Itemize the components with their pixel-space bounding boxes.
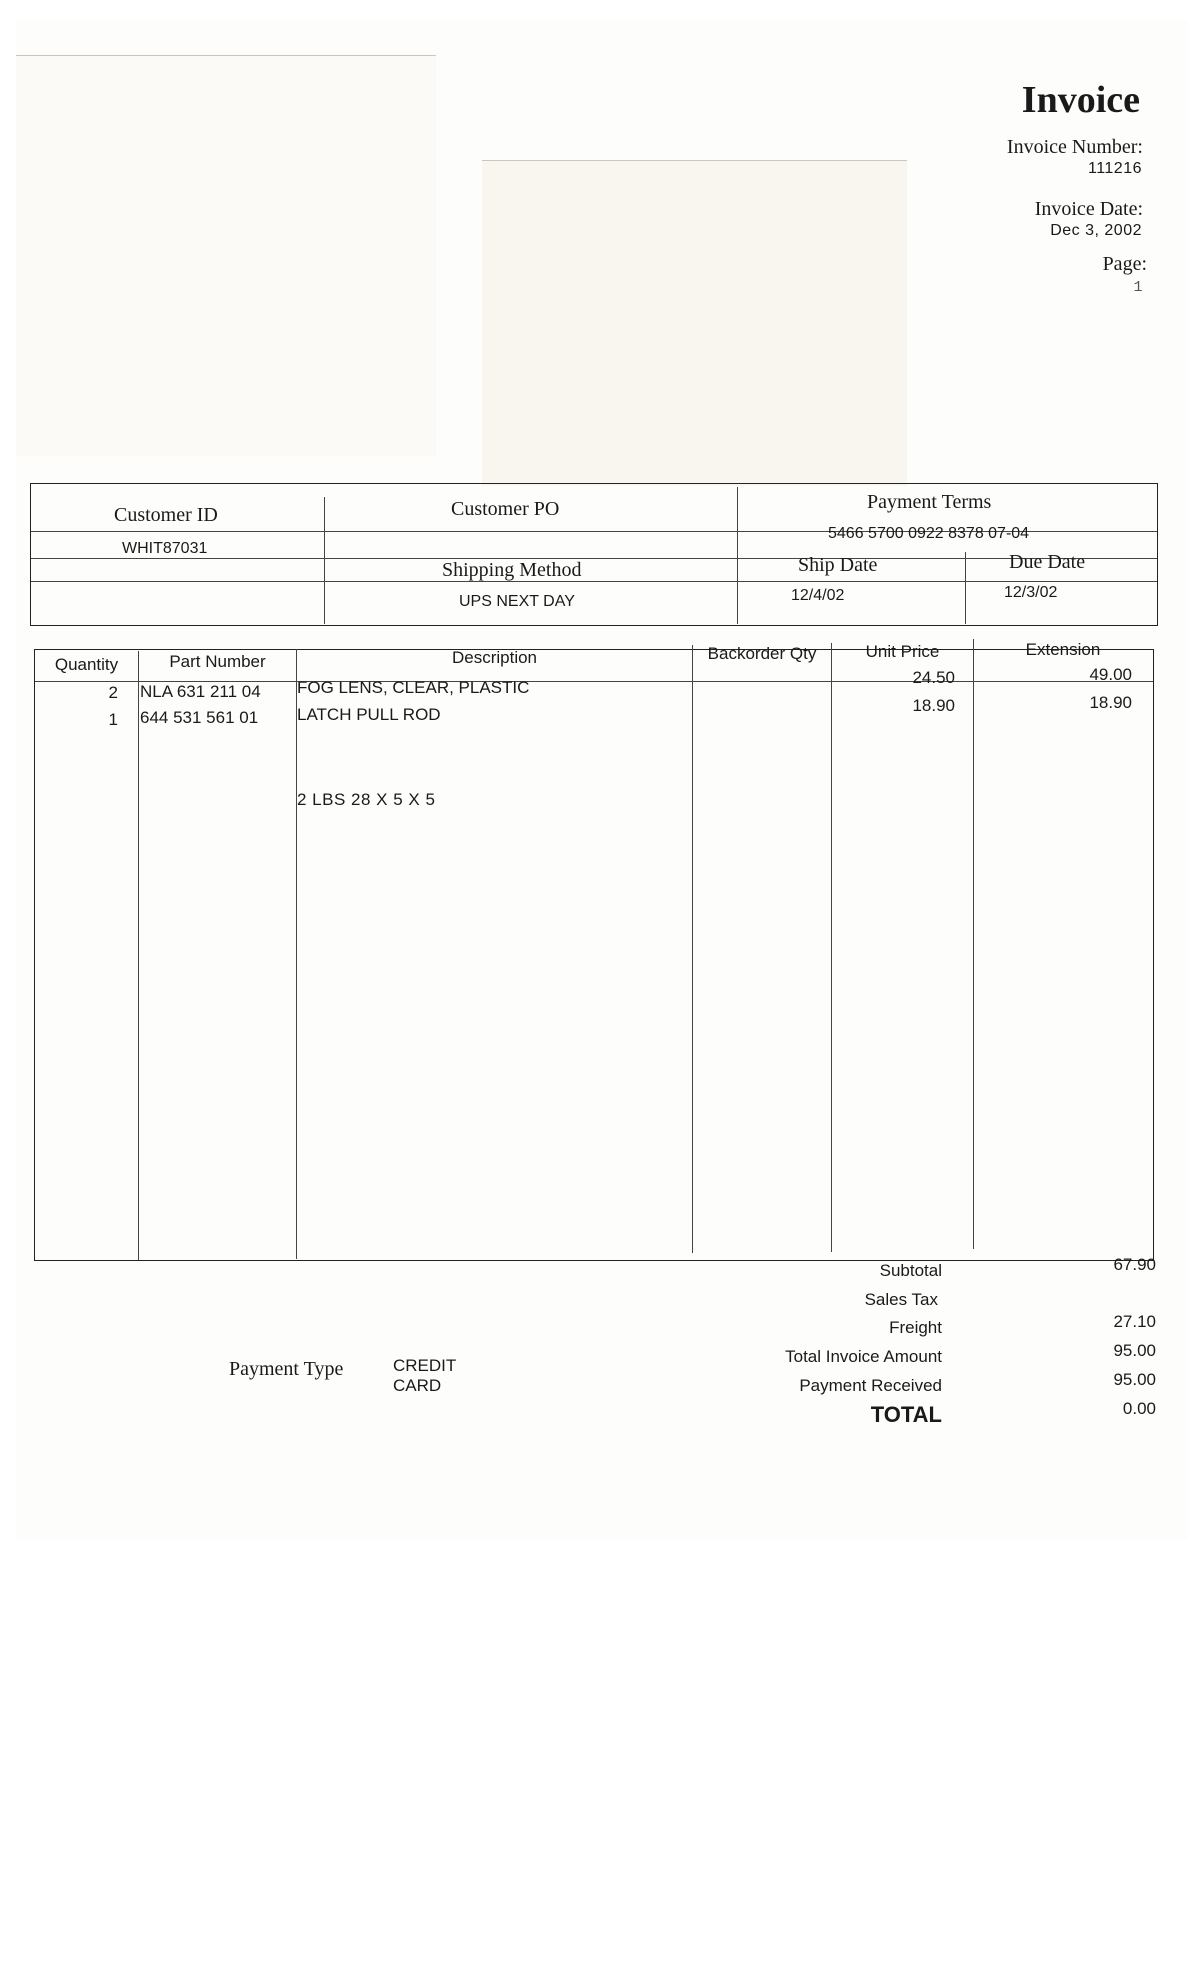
row-1-quantity: 2: [108, 683, 118, 702]
payment-type-line-2: CARD: [393, 1376, 442, 1395]
column-header-part-number: Part Number: [169, 652, 266, 671]
info-divider: [737, 487, 738, 624]
page-number: 1: [1133, 279, 1143, 296]
freight-value: 27.10: [1113, 1312, 1156, 1331]
due-date: 12/3/02: [1004, 584, 1058, 601]
payment-type-line-1: CREDIT: [393, 1356, 457, 1375]
page-label: Page:: [1102, 253, 1147, 275]
column-header-backorder-qty: Backorder Qty: [707, 644, 817, 663]
invoice-date: Dec 3, 2002: [1050, 222, 1142, 239]
total-value: 0.00: [1122, 1399, 1156, 1418]
invoice-number-label: Invoice Number:: [1006, 136, 1143, 158]
row-2-extension: 18.90: [1089, 693, 1132, 712]
row-2-description: LATCH PULL ROD: [297, 705, 441, 724]
column-divider: [973, 639, 974, 1249]
payment-received-value: 95.00: [1113, 1370, 1156, 1389]
column-header-unit-price: Unit Price: [865, 642, 940, 661]
payment-received-label: Payment Received: [799, 1376, 942, 1395]
customer-id-label: Customer ID: [114, 504, 218, 526]
invoice-date-label: Invoice Date:: [1034, 198, 1143, 220]
column-divider: [296, 649, 297, 1259]
row-1-unit-price: 24.50: [912, 668, 955, 687]
shipping-method-label: Shipping Method: [442, 559, 582, 581]
column-divider: [831, 643, 832, 1252]
freight-label: Freight: [889, 1318, 942, 1337]
payment-terms-label: Payment Terms: [867, 491, 992, 513]
total-label: TOTAL: [870, 1402, 942, 1427]
column-header-quantity: Quantity: [54, 655, 119, 674]
ship-date-label: Ship Date: [798, 554, 878, 576]
invoice-number: 111216: [1087, 160, 1142, 177]
customer-id: WHIT87031: [122, 540, 208, 557]
row-2-quantity: 1: [108, 710, 118, 729]
sales-tax-label: Sales Tax: [864, 1290, 938, 1309]
redacted-sender-address: [16, 55, 436, 456]
row-1-extension: 49.00: [1089, 665, 1132, 684]
line-items-table: [34, 649, 1154, 1261]
customer-po-label: Customer PO: [451, 498, 560, 520]
total-invoice-amount-value: 95.00: [1113, 1341, 1156, 1360]
due-date-label: Due Date: [1009, 551, 1086, 573]
row-1-description: FOG LENS, CLEAR, PLASTIC: [297, 678, 530, 697]
column-divider: [692, 645, 693, 1253]
payment-type-label: Payment Type: [229, 1358, 344, 1380]
ship-date: 12/4/02: [791, 587, 845, 604]
subtotal-label: Subtotal: [879, 1261, 942, 1280]
column-divider: [138, 651, 139, 1260]
payment-terms: 5466 5700 0922 8378 07-04: [828, 525, 1030, 542]
info-divider: [31, 581, 1157, 582]
info-divider: [324, 497, 325, 624]
shipping-weight-note: 2 LBS 28 X 5 X 5: [297, 790, 436, 809]
info-divider: [965, 552, 966, 624]
column-header-description: Description: [451, 648, 538, 667]
subtotal-value: 67.90: [1113, 1255, 1156, 1274]
redacted-bill-to-address: [482, 160, 907, 486]
column-header-extension: Extension: [1025, 640, 1101, 659]
info-divider: [31, 558, 1157, 559]
invoice-title: Invoice: [1021, 79, 1140, 121]
row-1-part-number: NLA 631 211 04: [140, 682, 261, 701]
shipping-method: UPS NEXT DAY: [459, 593, 575, 610]
total-invoice-amount-label: Total Invoice Amount: [785, 1347, 942, 1366]
row-2-part-number: 644 531 561 01: [140, 708, 259, 727]
row-2-unit-price: 18.90: [912, 696, 955, 715]
